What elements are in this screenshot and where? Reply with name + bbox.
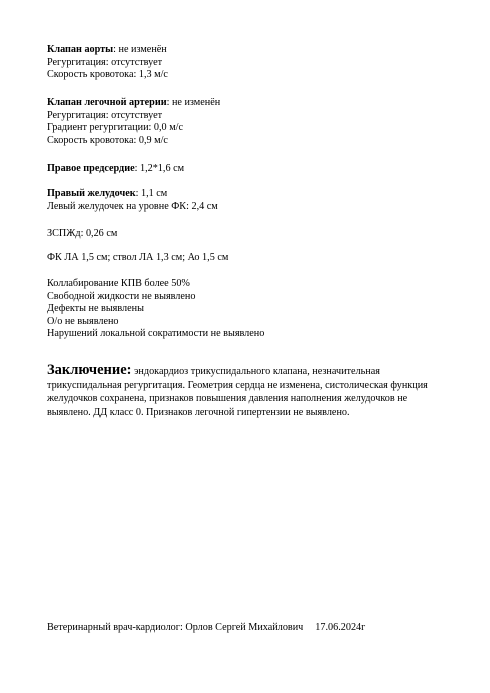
right-ventricle-title: Правый желудочек [47,188,136,199]
right-atrium-section [47,163,457,176]
report-date: 17.06.2024г [315,622,366,633]
aortic-valve-heading [47,44,457,57]
signature-footer [47,622,365,633]
pulmonary-valve-section [47,97,457,147]
finding-item: О/о не выявлено [47,315,119,327]
conclusion-text: эндокардиоз трикуспидального клапана, незначительная трикуспидальная регургитация. Геометрия сердца не изменена, систолическая функция желудочков сохранена, признаков повышения давления наполнения желудочков не выявлено. ДД класс 0. Признаков легочной гипертензии не выявлено. [47,366,428,418]
zspzhd-section [47,228,457,241]
finding-item: Нарушений локальной сократимости не выявлено [47,328,265,339]
pulmonary-valve-title: Клапан легочной артерии [47,97,167,108]
zspzhd-line: ЗСПЖд: 0,26 см [47,228,118,239]
right-ventricle-line [47,188,457,201]
signature-line: Ветеринарный врач-кардиолог: Орлов Сергей Михайлович [47,622,304,633]
lv-fk-line: Левый желудочек на уровне ФК: 2,4 см [47,200,218,212]
right-atrium-title: Правое предсердие [47,163,135,174]
pulmonary-gradient: Градиент регургитации: 0,0 м/с [47,122,183,133]
pulmonary-regurgitation: Регургитация: отсутствует [47,109,163,121]
pulmonary-valve-status: : не изменён [166,97,221,108]
pulmonary-valve-heading [47,97,457,110]
right-ventricle-value: : 1,1 см [135,188,168,199]
conclusion-heading: Заключение: [47,362,132,378]
aortic-velocity: Скорость кровотока: 1,3 м/с [47,69,168,80]
conclusion-section [47,364,447,419]
aortic-valve-section [47,44,457,82]
aortic-valve-title: Клапан аорты [47,44,114,55]
measurements-line: ФК ЛА 1,5 см; ствол ЛА 1,3 см; Ао 1,5 см [47,252,229,263]
measurements-section [47,252,457,265]
aortic-regurgitation: Регургитация: отсутствует [47,56,163,68]
finding-item: Коллабирование КПВ более 50% [47,278,190,289]
right-ventricle-section [47,188,457,213]
aortic-valve-status: : не изменён [113,44,167,55]
finding-item: Свободной жидкости не выявлено [47,290,196,302]
right-atrium-value: : 1,2*1,6 см [134,163,185,174]
right-atrium-line [47,163,457,176]
pulmonary-velocity: Скорость кровотока: 0,9 м/с [47,134,168,146]
findings-list [47,278,457,341]
finding-item: Дефекты не выявлены [47,303,144,314]
